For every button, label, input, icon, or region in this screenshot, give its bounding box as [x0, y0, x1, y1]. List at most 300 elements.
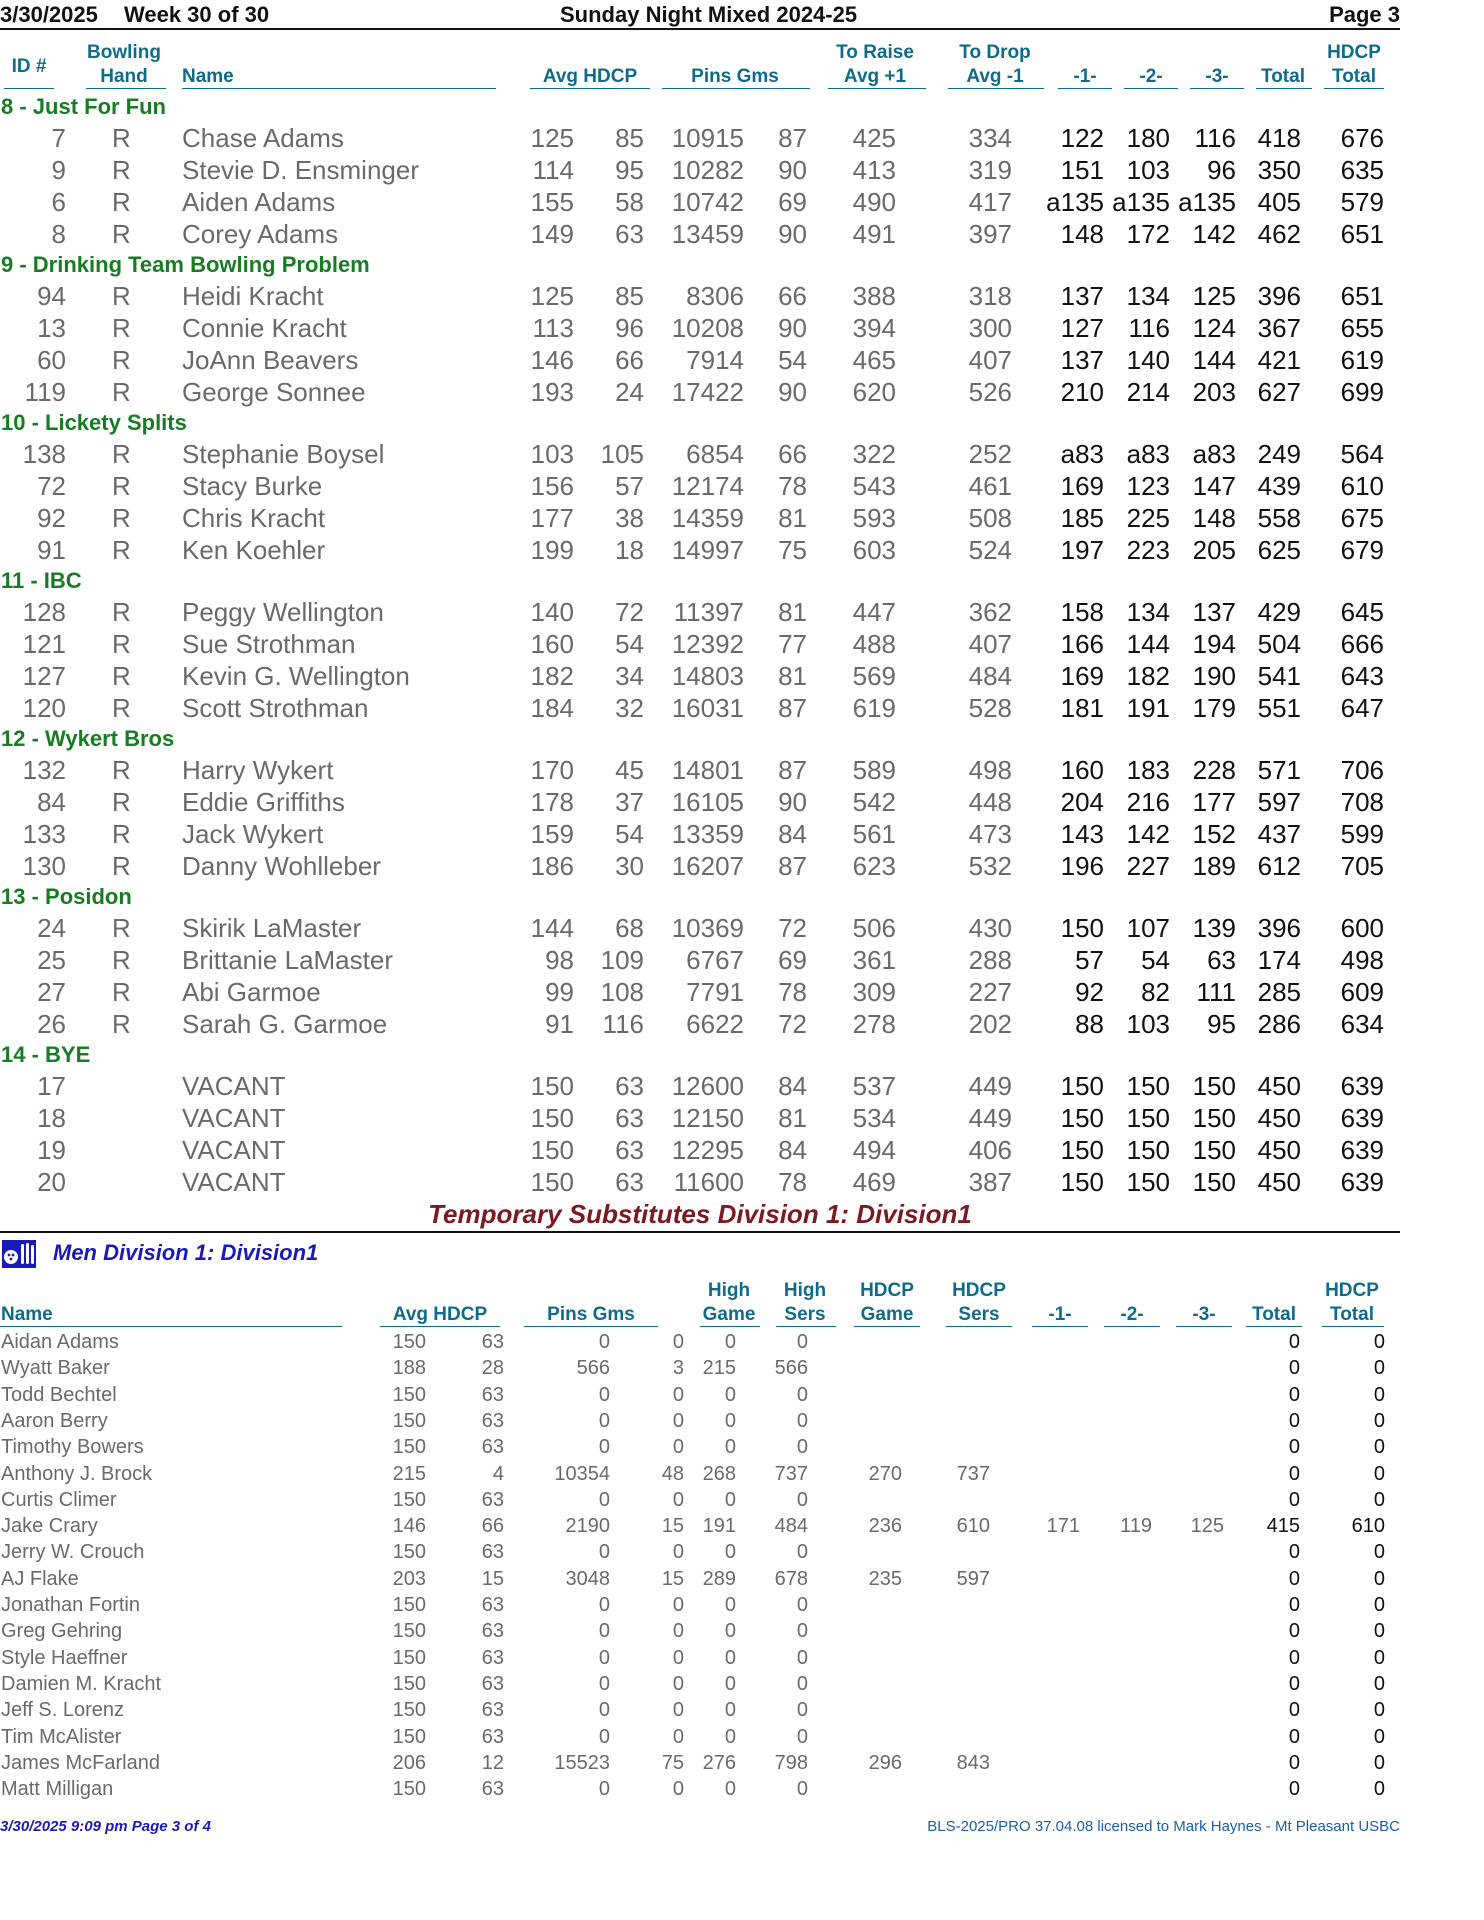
- cell-drop: 430: [968, 913, 1012, 943]
- col-pins-gms: Pins Gms: [691, 66, 779, 87]
- cell-g3: 228: [1192, 755, 1236, 785]
- sub-cell-gms: 75: [661, 1751, 684, 1774]
- cell-raise: 394: [852, 313, 896, 343]
- sub-cell-name: Jerry W. Crouch: [1, 1541, 145, 1564]
- cell-name: Connie Kracht: [182, 313, 347, 343]
- cell-name: Harry Wykert: [182, 755, 334, 785]
- sub-cell-avg: 150: [392, 1646, 426, 1669]
- cell-hdcp-total: 639: [1340, 1103, 1384, 1133]
- sub-cell-hdcp: 4: [492, 1462, 504, 1485]
- sub-cell-hdcp-total: 0: [1373, 1409, 1385, 1432]
- sub-cell-total: 0: [1288, 1541, 1300, 1564]
- sub-cell-name: Jeff S. Lorenz: [1, 1699, 125, 1722]
- col-hand-bottom: Hand: [100, 66, 148, 87]
- sub-cell-gms: 15: [661, 1567, 684, 1590]
- cell-drop: 319: [968, 155, 1012, 185]
- page-label: Page 3: [1329, 2, 1400, 27]
- cell-drop: 252: [968, 439, 1012, 469]
- cell-id: 72: [37, 471, 66, 501]
- sub-cell-hdcp-total: 0: [1373, 1436, 1385, 1459]
- col-game2: -2-: [1139, 66, 1163, 87]
- sub-cell-hdcp-total: 0: [1373, 1488, 1385, 1511]
- sub-cell-hds: 737: [956, 1462, 990, 1485]
- cell-pins: 13359: [671, 819, 744, 849]
- cell-hand: R: [112, 913, 131, 943]
- sub-cell-gms: 0: [672, 1646, 684, 1669]
- cell-name: Skirik LaMaster: [182, 913, 362, 943]
- bowling-pins-icon: [2, 1240, 36, 1273]
- cell-hdcp: 34: [615, 661, 644, 691]
- cell-pins: 6767: [686, 945, 744, 975]
- cell-hdcp: 57: [615, 471, 644, 501]
- cell-g3: 63: [1207, 945, 1236, 975]
- cell-raise: 620: [852, 377, 896, 407]
- cell-total: 396: [1257, 913, 1301, 943]
- sub-cell-hs: 737: [774, 1462, 808, 1485]
- cell-pins: 10742: [671, 187, 744, 217]
- cell-total: 627: [1257, 377, 1301, 407]
- cell-name: Chase Adams: [182, 123, 344, 153]
- cell-hdcp-total: 635: [1340, 155, 1384, 185]
- cell-name: Peggy Wellington: [182, 597, 384, 627]
- cell-avg: 184: [530, 693, 574, 723]
- sub-cell-hdcp: 15: [481, 1567, 504, 1590]
- cell-hdcp-total: 600: [1340, 913, 1384, 943]
- sub-cell-pins: 0: [598, 1331, 610, 1353]
- cell-total: 439: [1257, 471, 1301, 501]
- sub-cell-total: 0: [1288, 1331, 1300, 1353]
- cell-g3: 96: [1207, 155, 1236, 185]
- sub-cell-hdcp: 63: [481, 1778, 504, 1801]
- cell-drop: 387: [968, 1167, 1012, 1197]
- subs-col-name: Name: [1, 1304, 53, 1325]
- cell-hdcp: 109: [600, 945, 644, 975]
- sub-cell-hds: 610: [956, 1515, 990, 1538]
- sub-cell-hdcp: 28: [481, 1357, 504, 1380]
- cell-hand: R: [112, 1009, 131, 1039]
- sub-cell-hdcp-total: 0: [1373, 1541, 1385, 1564]
- cell-hdcp-total: 675: [1340, 503, 1384, 533]
- cell-hdcp: 38: [615, 503, 644, 533]
- cell-avg: 182: [530, 661, 574, 691]
- substitute-row: [0, 1750, 1400, 1776]
- cell-hand: R: [112, 693, 131, 723]
- cell-g2: 214: [1126, 377, 1170, 407]
- cell-hand: R: [112, 755, 131, 785]
- sub-cell-name: Tim McAlister: [1, 1725, 122, 1748]
- player-row: [0, 122, 1400, 154]
- cell-raise: 490: [852, 187, 896, 217]
- sub-cell-avg: 150: [392, 1436, 426, 1459]
- sub-cell-hs: 0: [796, 1672, 808, 1695]
- sub-cell-hdcp: 12: [481, 1751, 504, 1774]
- cell-id: 121: [22, 629, 66, 659]
- cell-g2: a135: [1112, 187, 1170, 217]
- cell-hand: R: [112, 155, 131, 185]
- cell-g3: 150: [1192, 1103, 1236, 1133]
- cell-hdcp-total: 498: [1340, 945, 1384, 975]
- cell-hand: R: [112, 597, 131, 627]
- col-game1: -1-: [1073, 66, 1097, 87]
- cell-hdcp-total: 655: [1340, 313, 1384, 343]
- cell-gms: 75: [778, 535, 807, 565]
- cell-id: 94: [37, 281, 66, 311]
- cell-hdcp-total: 609: [1340, 977, 1384, 1007]
- sub-cell-total: 0: [1288, 1409, 1300, 1432]
- cell-pins: 6622: [686, 1009, 744, 1039]
- cell-avg: 113: [532, 313, 574, 343]
- cell-g2: 180: [1126, 123, 1170, 153]
- cell-raise: 543: [852, 471, 896, 501]
- cell-gms: 54: [778, 345, 807, 375]
- cell-hand: R: [112, 219, 131, 249]
- cell-hand: R: [112, 661, 131, 691]
- sub-cell-hg: 276: [702, 1751, 736, 1774]
- cell-id: 9: [51, 155, 66, 185]
- cell-hdcp-total: 643: [1340, 661, 1384, 691]
- cell-hand: R: [112, 313, 131, 343]
- sub-cell-hg: 289: [702, 1567, 736, 1590]
- cell-id: 13: [37, 313, 66, 343]
- sub-cell-g2: 119: [1120, 1515, 1152, 1538]
- cell-id: 120: [22, 693, 66, 723]
- substitute-row: [0, 1539, 1400, 1565]
- cell-total: 429: [1257, 597, 1301, 627]
- cell-raise: 623: [852, 851, 896, 881]
- cell-g2: 140: [1126, 345, 1170, 375]
- sub-cell-hdcp-total: 0: [1373, 1778, 1385, 1801]
- cell-pins: 12150: [671, 1103, 744, 1133]
- cell-hand: R: [112, 439, 131, 469]
- cell-hdcp: 63: [615, 1071, 644, 1101]
- cell-id: 92: [37, 503, 66, 533]
- cell-g2: a83: [1126, 439, 1170, 469]
- cell-name: Kevin G. Wellington: [182, 661, 410, 691]
- col-hdcp-bottom: Total: [1332, 66, 1376, 87]
- cell-hdcp: 105: [600, 439, 644, 469]
- cell-raise: 589: [852, 755, 896, 785]
- cell-gms: 78: [778, 471, 807, 501]
- sub-cell-hs: 0: [796, 1436, 808, 1459]
- sub-cell-avg: 188: [392, 1357, 426, 1380]
- player-row: [0, 628, 1400, 660]
- cell-pins: 11600: [673, 1167, 744, 1197]
- cell-name: VACANT: [182, 1135, 286, 1165]
- cell-g3: 139: [1192, 913, 1236, 943]
- cell-g3: 150: [1192, 1167, 1236, 1197]
- sub-cell-hs: 0: [796, 1331, 808, 1353]
- cell-raise: 388: [852, 281, 896, 311]
- cell-name: JoAnn Beavers: [182, 345, 359, 375]
- sub-cell-name: Matt Milligan: [1, 1778, 114, 1801]
- sub-cell-hdcp-total: 0: [1373, 1594, 1385, 1616]
- sub-cell-avg: 215: [392, 1462, 426, 1485]
- cell-g2: 54: [1141, 945, 1170, 975]
- player-row: [0, 1008, 1400, 1040]
- sub-cell-hg: 0: [724, 1725, 736, 1748]
- cell-avg: 99: [545, 977, 574, 1007]
- cell-hdcp: 24: [615, 377, 644, 407]
- cell-g3: 205: [1192, 535, 1236, 565]
- cell-hdcp-total: 639: [1340, 1135, 1384, 1165]
- player-row: [0, 438, 1400, 470]
- cell-raise: 413: [852, 155, 896, 185]
- cell-pins: 10369: [671, 913, 744, 943]
- cell-avg: 193: [530, 377, 574, 407]
- cell-hdcp: 85: [615, 281, 644, 311]
- cell-g2: 216: [1126, 787, 1170, 817]
- sub-cell-gms: 0: [672, 1436, 684, 1459]
- substitute-row: [0, 1697, 1400, 1723]
- col-game3: -3-: [1205, 66, 1229, 87]
- sub-cell-total: 0: [1288, 1725, 1300, 1748]
- col-raise-bottom: Avg +1: [843, 66, 907, 87]
- sub-cell-total: 0: [1288, 1620, 1300, 1643]
- player-row: [0, 596, 1400, 628]
- sub-cell-avg: 150: [392, 1383, 426, 1406]
- subs-col-pins-gms: Pins Gms: [547, 1304, 635, 1325]
- substitute-row: [0, 1329, 1400, 1355]
- sub-cell-hg: 0: [724, 1620, 736, 1643]
- sub-cell-hdcp-total: 0: [1373, 1646, 1385, 1669]
- cell-hdcp: 45: [615, 755, 644, 785]
- cell-total: 541: [1257, 661, 1301, 691]
- cell-hand: R: [112, 281, 131, 311]
- cell-hand: R: [112, 471, 131, 501]
- cell-hand: R: [112, 819, 131, 849]
- sub-cell-total: 0: [1288, 1672, 1300, 1695]
- cell-g1: 88: [1075, 1009, 1104, 1039]
- cell-total: 249: [1257, 439, 1301, 469]
- report-header: [0, 0, 1400, 30]
- cell-pins: 7791: [686, 977, 744, 1007]
- cell-hdcp: 95: [615, 155, 644, 185]
- cell-g2: 103: [1126, 155, 1170, 185]
- sub-cell-hdcp-total: 0: [1373, 1620, 1385, 1643]
- sub-cell-avg: 203: [392, 1567, 426, 1590]
- cell-g2: 182: [1126, 661, 1170, 691]
- cell-avg: 150: [530, 1135, 574, 1165]
- sub-cell-pins: 0: [598, 1672, 610, 1695]
- substitute-row: [0, 1355, 1400, 1381]
- cell-drop: 300: [968, 313, 1012, 343]
- sub-cell-hdcp-total: 0: [1373, 1331, 1385, 1353]
- cell-gms: 87: [778, 851, 807, 881]
- sub-cell-hs: 0: [796, 1725, 808, 1748]
- cell-hand: R: [112, 187, 131, 217]
- substitute-row: [0, 1513, 1400, 1539]
- cell-g1: a135: [1046, 187, 1104, 217]
- substitute-row: [0, 1566, 1400, 1592]
- sub-cell-hg: 0: [724, 1409, 736, 1432]
- cell-drop: 449: [968, 1071, 1012, 1101]
- cell-gms: 72: [778, 913, 807, 943]
- cell-name: Aiden Adams: [182, 187, 336, 217]
- cell-raise: 425: [852, 123, 896, 153]
- cell-hdcp-total: 645: [1340, 597, 1384, 627]
- cell-hdcp-total: 676: [1340, 123, 1384, 153]
- cell-hdcp: 54: [615, 629, 644, 659]
- cell-drop: 417: [968, 187, 1012, 217]
- sub-cell-total: 0: [1288, 1567, 1300, 1590]
- cell-raise: 569: [852, 661, 896, 691]
- cell-g1: 127: [1060, 313, 1104, 343]
- cell-name: Sue Strothman: [182, 629, 356, 659]
- cell-g3: a135: [1178, 187, 1236, 217]
- sub-cell-avg: 150: [392, 1488, 426, 1511]
- cell-hand: R: [112, 977, 131, 1007]
- sub-cell-hdcp: 63: [481, 1383, 504, 1406]
- cell-total: 418: [1257, 123, 1301, 153]
- cell-total: 286: [1257, 1009, 1301, 1039]
- cell-g2: 191: [1126, 693, 1170, 723]
- substitute-row: [0, 1408, 1400, 1434]
- cell-raise: 309: [852, 977, 896, 1007]
- cell-drop: 508: [968, 503, 1012, 533]
- cell-avg: 125: [530, 123, 574, 153]
- cell-gms: 66: [778, 439, 807, 469]
- cell-drop: 498: [968, 755, 1012, 785]
- cell-total: 174: [1257, 945, 1301, 975]
- cell-avg: 103: [530, 439, 574, 469]
- cell-raise: 447: [852, 597, 896, 627]
- sub-cell-hs: 0: [796, 1488, 808, 1511]
- cell-g2: 225: [1126, 503, 1170, 533]
- sub-cell-hg: 0: [724, 1436, 736, 1459]
- cell-name: George Sonnee: [182, 377, 366, 407]
- cell-name: Stevie D. Ensminger: [182, 155, 419, 185]
- cell-avg: 150: [530, 1103, 574, 1133]
- sub-cell-gms: 0: [672, 1699, 684, 1722]
- sub-cell-pins: 0: [598, 1725, 610, 1748]
- cell-id: 24: [37, 913, 66, 943]
- cell-drop: 473: [968, 819, 1012, 849]
- cell-name: Stephanie Boysel: [182, 439, 385, 469]
- sub-cell-avg: 150: [392, 1620, 426, 1643]
- subs-col-hdg-top: HDCP: [860, 1280, 914, 1301]
- cell-avg: 150: [530, 1167, 574, 1197]
- cell-name: Chris Kracht: [182, 503, 326, 533]
- cell-id: 25: [37, 945, 66, 975]
- cell-g3: 95: [1207, 1009, 1236, 1039]
- sub-cell-hs: 0: [796, 1409, 808, 1432]
- cell-id: 138: [22, 439, 66, 469]
- cell-hdcp-total: 639: [1340, 1167, 1384, 1197]
- division-title: Men Division 1: Division1: [53, 1240, 319, 1265]
- player-row: [0, 912, 1400, 944]
- player-row: [0, 850, 1400, 882]
- cell-id: 20: [37, 1167, 66, 1197]
- cell-avg: 149: [530, 219, 574, 249]
- player-row: [0, 692, 1400, 724]
- cell-g1: 150: [1060, 1135, 1104, 1165]
- col-hand-top: Bowling: [87, 42, 161, 63]
- cell-hdcp: 58: [615, 187, 644, 217]
- sub-cell-pins: 0: [598, 1646, 610, 1669]
- sub-cell-pins: 0: [598, 1436, 610, 1459]
- sub-cell-hdcp: 63: [481, 1409, 504, 1432]
- cell-total: 450: [1257, 1103, 1301, 1133]
- sub-cell-avg: 150: [392, 1331, 426, 1353]
- cell-hdcp: 66: [615, 345, 644, 375]
- cell-hdcp-total: 639: [1340, 1071, 1384, 1101]
- cell-hdcp: 54: [615, 819, 644, 849]
- sub-cell-name: James McFarland: [1, 1751, 160, 1774]
- cell-avg: 140: [530, 597, 574, 627]
- sub-cell-hs: 0: [796, 1699, 808, 1722]
- sub-cell-hs: 0: [796, 1594, 808, 1616]
- cell-name: Brittanie LaMaster: [182, 945, 393, 975]
- cell-drop: 397: [968, 219, 1012, 249]
- cell-g3: 148: [1192, 503, 1236, 533]
- cell-name: Corey Adams: [182, 219, 339, 249]
- cell-g3: a83: [1192, 439, 1236, 469]
- sub-cell-gms: 0: [672, 1725, 684, 1748]
- cell-g2: 144: [1126, 629, 1170, 659]
- sub-cell-hg: 0: [724, 1778, 736, 1801]
- sub-cell-hg: 215: [702, 1357, 736, 1380]
- sub-cell-total: 0: [1288, 1462, 1300, 1485]
- sub-cell-hg: 0: [724, 1488, 736, 1511]
- cell-hdcp: 85: [615, 123, 644, 153]
- sub-cell-gms: 15: [661, 1515, 684, 1538]
- cell-g1: 92: [1075, 977, 1104, 1007]
- sub-cell-pins: 15523: [554, 1751, 610, 1774]
- cell-drop: 532: [968, 851, 1012, 881]
- sub-cell-name: Jonathan Fortin: [1, 1594, 140, 1616]
- cell-gms: 81: [778, 661, 807, 691]
- cell-g2: 123: [1126, 471, 1170, 501]
- sub-cell-hdcp: 63: [481, 1594, 504, 1616]
- team-header: 12 - Wykert Bros: [1, 726, 175, 751]
- cell-g3: 150: [1192, 1135, 1236, 1165]
- sub-cell-pins: 3048: [565, 1567, 610, 1590]
- cell-avg: 199: [530, 535, 574, 565]
- cell-drop: 362: [968, 597, 1012, 627]
- cell-id: 19: [37, 1135, 66, 1165]
- sub-cell-hdcp-total: 0: [1373, 1462, 1385, 1485]
- cell-g2: 223: [1126, 535, 1170, 565]
- sub-cell-gms: 0: [672, 1488, 684, 1511]
- player-row: [0, 312, 1400, 344]
- subs-col-hdcp-bottom: Total: [1330, 1304, 1374, 1325]
- player-row: [0, 534, 1400, 566]
- cell-gms: 84: [778, 819, 807, 849]
- cell-drop: 484: [968, 661, 1012, 691]
- cell-id: 127: [22, 661, 66, 691]
- sub-cell-hg: 268: [702, 1462, 736, 1485]
- sub-cell-avg: 146: [392, 1515, 426, 1538]
- substitute-row: [0, 1776, 1400, 1802]
- sub-cell-hdcp: 63: [481, 1436, 504, 1459]
- cell-gms: 84: [778, 1135, 807, 1165]
- sub-cell-pins: 0: [598, 1488, 610, 1511]
- cell-id: 6: [51, 187, 66, 217]
- cell-hdcp-total: 610: [1340, 471, 1384, 501]
- cell-hdcp-total: 651: [1340, 281, 1384, 311]
- subs-col-hds-top: HDCP: [952, 1280, 1006, 1301]
- cell-name: Heidi Kracht: [182, 281, 324, 311]
- cell-g3: 116: [1194, 123, 1236, 153]
- cell-id: 133: [22, 819, 66, 849]
- sub-cell-hs: 678: [774, 1567, 808, 1590]
- sub-cell-pins: 0: [598, 1778, 610, 1801]
- cell-total: 437: [1257, 819, 1301, 849]
- cell-total: 450: [1257, 1071, 1301, 1101]
- cell-gms: 87: [778, 123, 807, 153]
- cell-hand: R: [112, 535, 131, 565]
- cell-g3: 125: [1192, 281, 1236, 311]
